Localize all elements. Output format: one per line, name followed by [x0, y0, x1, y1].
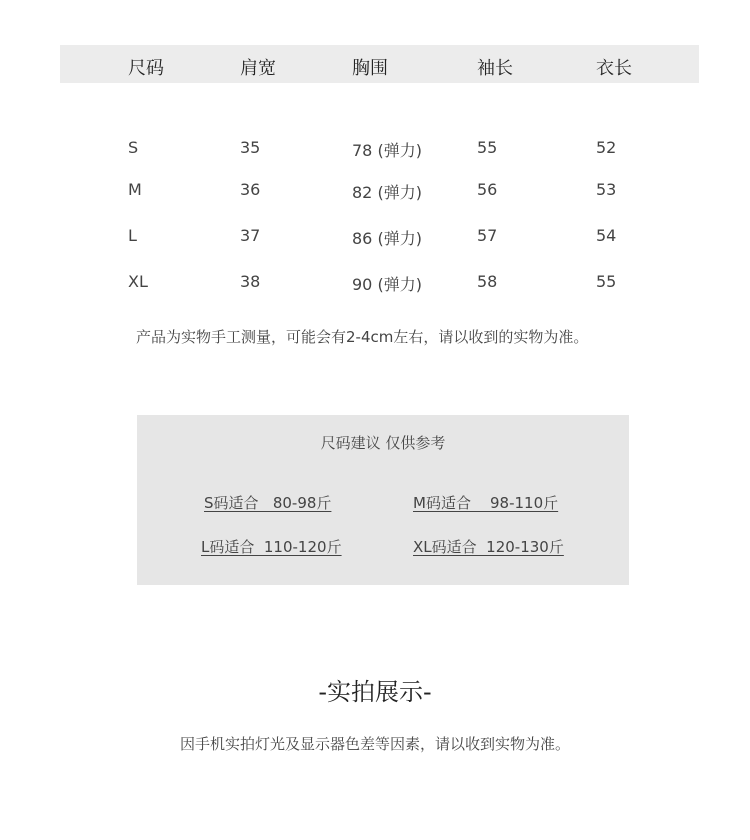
- size-suggestion-item: S码适合 80-98斤: [204, 494, 332, 512]
- size-suggestion-item: L码适合 110-120斤: [201, 538, 342, 556]
- size-suggestion-box: [137, 415, 629, 585]
- header-shoulder: 肩宽: [240, 58, 276, 79]
- row-size: XL: [128, 272, 148, 291]
- size-suggestion-item: M码适合 98-110斤: [413, 494, 559, 512]
- row-sleeve: 55: [477, 138, 498, 157]
- size-table: [60, 45, 699, 294]
- row-sleeve: 58: [477, 272, 498, 291]
- table-header: [60, 45, 699, 83]
- row-shoulder: 37: [240, 226, 261, 245]
- row-shoulder: 38: [240, 272, 261, 291]
- header-length: 衣长: [596, 58, 632, 79]
- row-shoulder: 36: [240, 180, 261, 199]
- measurement-note: 产品为实物手工测量，可能会有2-4cm左右，请以收到的实物为准。: [136, 328, 589, 346]
- photo-section-note: 因手机实拍灯光及显示器色差等因素，请以收到实物为准。: [179, 735, 570, 753]
- header-chest: 胸围: [352, 58, 388, 79]
- row-chest: 82 (弹力): [352, 183, 422, 202]
- row-sleeve: 56: [477, 180, 498, 199]
- row-length: 52: [596, 138, 617, 157]
- row-length: 53: [596, 180, 617, 199]
- size-suggestion-item: XL码适合 120-130斤: [413, 538, 564, 556]
- row-chest: 86 (弹力): [352, 229, 422, 248]
- row-chest: 90 (弹力): [352, 275, 422, 294]
- row-chest: 78 (弹力): [352, 141, 422, 160]
- header-size: 尺码: [128, 58, 164, 79]
- row-length: 54: [596, 226, 617, 245]
- row-sleeve: 57: [477, 226, 498, 245]
- row-size: M: [128, 180, 142, 199]
- row-shoulder: 35: [240, 138, 261, 157]
- row-length: 55: [596, 272, 617, 291]
- row-size: L: [128, 226, 137, 245]
- size-suggestion-title: 尺码建议 仅供参考: [320, 434, 446, 452]
- photo-section-title: -实拍展示-: [318, 678, 432, 706]
- header-sleeve: 袖长: [477, 58, 513, 79]
- row-size: S: [128, 138, 139, 157]
